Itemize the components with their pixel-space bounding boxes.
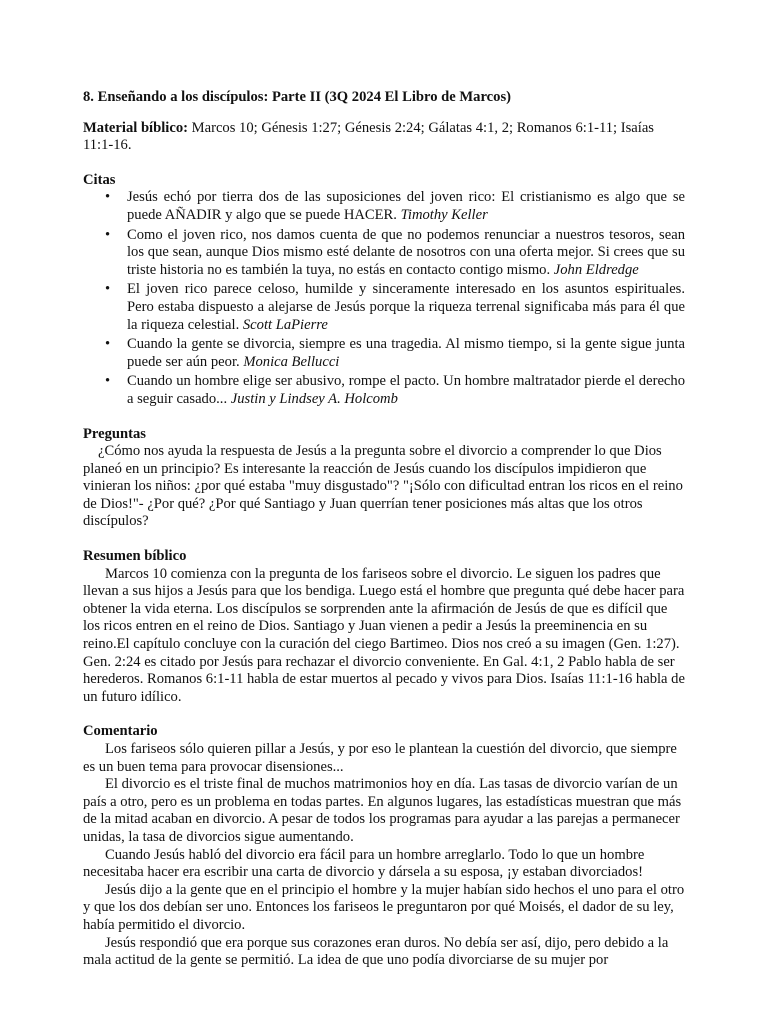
bullet-icon: •: [105, 226, 111, 243]
comentario-paragraph: Cuando Jesús habló del divorcio era fácil para un hombre arreglarlo. Todo lo que un hombre necesitaba hacer era escribir una carta de divorcio y dársela a su esposa, ¡y estaban divorciados!: [83, 846, 645, 881]
quote-text: Cuando un hombre elige ser abusivo, rompe el pacto. Un hombre maltratador pierde el derecho a seguir casado...: [127, 373, 685, 407]
citas-list: [83, 189, 685, 408]
material-label: Material bíblico:: [83, 119, 188, 136]
quote-author: Scott LaPierre: [242, 316, 328, 333]
quote-text: Cuando la gente se divorcia, siempre es una tragedia. Al mismo tiempo, si la gente sigue junta puede ser aún peor.: [127, 336, 685, 370]
resumen-text: Marcos 10 comienza con la pregunta de los fariseos sobre el divorcio. Le siguen los padres que llevan a sus hijos a Jesús para que los bendiga. Luego está el hombre que pregunta qué debe hacer para obtener la vida eterna. Los discípulos se sorprenden ante la afirmación de Jesús de que es difícil que los ricos entren en el reino de Dios. Santiago y Juan vienen a pedir a Jesús la preeminencia en su reino.El capítulo concluye con la curación del ciego Bartimeo. Dios nos creó a su imagen (Gen. 1:27). Gen. 2:24 es citado por Jesús para rechazar el divorcio conveniente. En Gal. 4:1, 2 Pablo habla de ser herederos. Romanos 6:1-11 habla de estar muertos al pecado y vivos para Dios. Isaías 11:1-16 habla de un futuro idílico.: [83, 565, 685, 705]
resumen-section: [83, 548, 685, 706]
preguntas-heading: Preguntas: [83, 425, 146, 442]
material-biblico: [83, 120, 685, 155]
bullet-icon: •: [105, 281, 111, 298]
document-content: [83, 89, 685, 970]
quote-item: [83, 189, 685, 224]
quote-text: Como el joven rico, nos damos cuenta de que no podemos renunciar a nuestros tesoros, sean los que sean, aunque Dios mismo esté delante de nosotros con una oferta mejor. Si crees que su triste historia no es también la tuya, no estás en contacto contigo mismo.: [127, 226, 685, 278]
lesson-title: 8. Enseñando a los discípulos: Parte II (3Q 2024 El Libro de Marcos): [83, 89, 511, 105]
bullet-icon: •: [105, 336, 111, 353]
comentario-paragraph: Jesús respondió que era porque sus corazones eran duros. No debía ser así, dijo, pero debido a la mala actitud de la gente se permitió. La idea de que uno podía divorciarse de su mujer por: [83, 934, 669, 969]
bullet-icon: •: [105, 189, 111, 206]
comentario-paragraph: El divorcio es el triste final de muchos matrimonios hoy en día. Las tasas de divorcio varían de un país a otro, pero es un problema en todas partes. En algunos lugares, las estadísticas muestran que más de la mitad acaban en divorcio. A pesar de todos los programas para ayudar a las parejas a permanecer unidas, la tasa de divorcios sigue aumentando.: [83, 776, 682, 845]
preguntas-text: ¿Cómo nos ayuda la respuesta de Jesús a la pregunta sobre el divorcio a comprender lo que Dios planeó en un principio? Es interesante la reacción de Jesús cuando los discípulos impidieron que vinieran los niños: ¿por qué estaba "muy disgustado"? "¡Sólo con dificultad entran los ricos en el reino de Dios!"- ¿Por qué? ¿Por qué Santiago y Juan querrían tener posiciones más altas que los otros discípulos?: [83, 443, 683, 530]
comentario-heading: Comentario: [83, 723, 158, 740]
material-text: Marcos 10; Génesis 1:27; Génesis 2:24; Gálatas 4:1, 2; Romanos 6:1-11; Isaías 11:1-16.: [83, 119, 654, 154]
bullet-icon: •: [105, 373, 111, 390]
comentario-paragraph: Jesús dijo a la gente que en el principio el hombre y la mujer habían sido hechos el uno para el otro y que los dos debían ser uno. Entonces los fariseos le preguntaron por qué Moisés, el dador de su ley, había permitido el divorcio.: [83, 881, 685, 933]
resumen-heading: Resumen bíblico: [83, 548, 187, 565]
quote-item: [83, 281, 685, 334]
comentario-section: [83, 723, 685, 969]
quote-author: Timothy Keller: [400, 206, 488, 223]
quote-text: El joven rico parece celoso, humilde y sinceramente interesado en los asuntos espirituales. Pero estaba dispuesto a alejarse de Jesús porque la riqueza terrenal significaba más para él que la riqueza celestial.: [127, 281, 685, 333]
quote-author: Justin y Lindsey A. Holcomb: [230, 390, 398, 407]
quote-author: John Eldredge: [553, 261, 639, 278]
quote-text: Jesús echó por tierra dos de las suposiciones del joven rico: El cristianismo es algo que se puede AÑADIR y algo que se puede HACER.: [127, 189, 685, 223]
comentario-paragraph: Los fariseos sólo quieren pillar a Jesús, y por eso le plantean la cuestión del divorcio, que siempre es un buen tema para provocar disensiones...: [83, 741, 677, 775]
citas-heading: Citas: [83, 171, 116, 188]
preguntas-section: [83, 426, 685, 532]
quote-author: Monica Bellucci: [243, 353, 340, 370]
quote-item: [83, 336, 685, 371]
quote-item: [83, 227, 685, 280]
quote-item: [83, 373, 685, 408]
